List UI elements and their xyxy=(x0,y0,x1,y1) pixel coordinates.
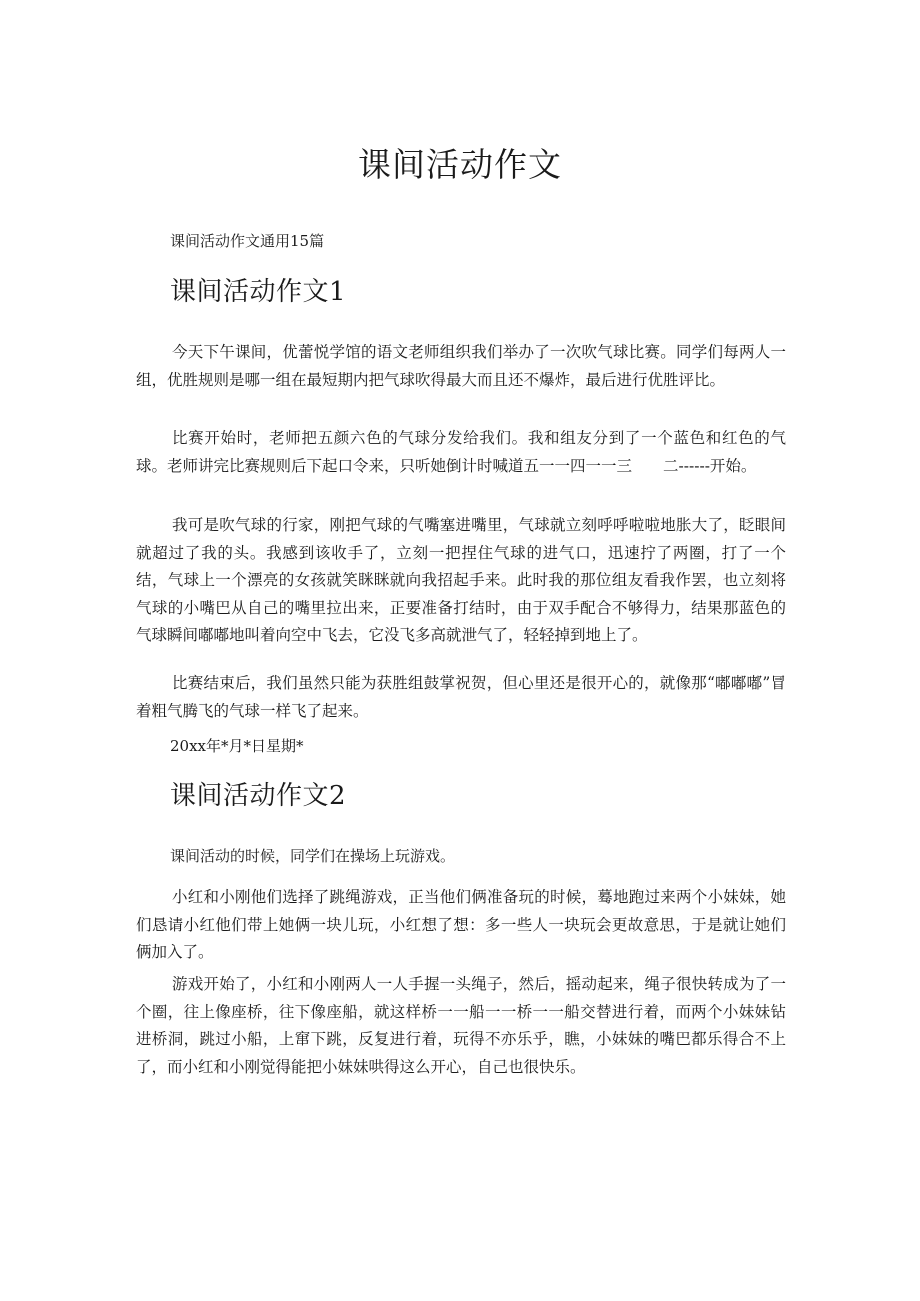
essay2-paragraph-3: 游戏开始了，小红和小刚两人一人手握一头绳子，然后，摇动起来，绳子很快转成为了一个圈，往上像座桥，往下像座船，就这样桥一一船一一桥一一船交替进行着，而两个小妹妹钻进桥洞，跳过小船，上窜下跳，反复进行着，玩得不亦乐乎，瞧，小妹妹的嘴巴都乐得合不上了，而小红和小刚觉得能把小妹妹哄得这么开心，自己也很快乐。 xyxy=(136,975,786,1076)
essay2-heading: 课间活动作文2 xyxy=(170,781,347,811)
essay2-paragraph-2: 小红和小刚他们选择了跳绳游戏，正当他们俩准备玩的时候，蓦地跑过来两个小妹妹，她们恳请小红他们带上她俩一块儿玩，小红想了想：多一些人一块玩会更故意思，于是就让她们俩加入了。 xyxy=(136,888,786,961)
essay1-paragraph-1: 今天下午课间，优蕾悦学馆的语文老师组织我们举办了一次吹气球比赛。同学们每两人一组，优胜规则是哪一组在最短期内把气球吹得最大而且还不爆炸，最后进行优胜评比。 xyxy=(136,343,786,389)
essay1-paragraph-2: 比赛开始时，老师把五颜六色的气球分发给我们。我和组友分到了一个蓝色和红色的气球。老师讲完比赛规则后下起口令来，只听她倒计时喊道五一一四一一三 二------开始。 xyxy=(136,429,786,475)
essay1-heading: 课间活动作文1 xyxy=(170,277,347,307)
essay1-paragraph-4: 比赛结束后，我们虽然只能为获胜组鼓掌祝贺，但心里还是很开心的，就像那“嘟嘟嘟”冒着粗气腾飞的气球一样飞了起来。 xyxy=(136,674,786,720)
page-title: 课间活动作文 xyxy=(358,145,562,184)
essay1-paragraph-3: 我可是吹气球的行家，刚把气球的气嘴塞进嘴里，气球就立刻呼呼啦啦地胀大了，眨眼间就超过了我的头。我感到该收手了，立刻一把捏住气球的进气口，迅速拧了两圈，打了一个结，气球上一个漂亮的女孩就笑眯眯就向我招起手来。此时我的那位组友看我作罢，也立刻将气球的小嘴巴从自己的嘴里拉出来，正要准备打结时，由于双手配合不够得力，结果那蓝色的气球瞬间嘟嘟地叫着向空中飞去，它没飞多高就泄气了，轻轻掉到地上了。 xyxy=(136,516,786,644)
essay2-paragraph-1: 课间活动的时候，同学们在操场上玩游戏。 xyxy=(170,847,456,865)
document-subtitle: 课间活动作文通用15篇 xyxy=(170,232,325,250)
essay1-date: 20xx年*月*日星期* xyxy=(170,737,304,755)
